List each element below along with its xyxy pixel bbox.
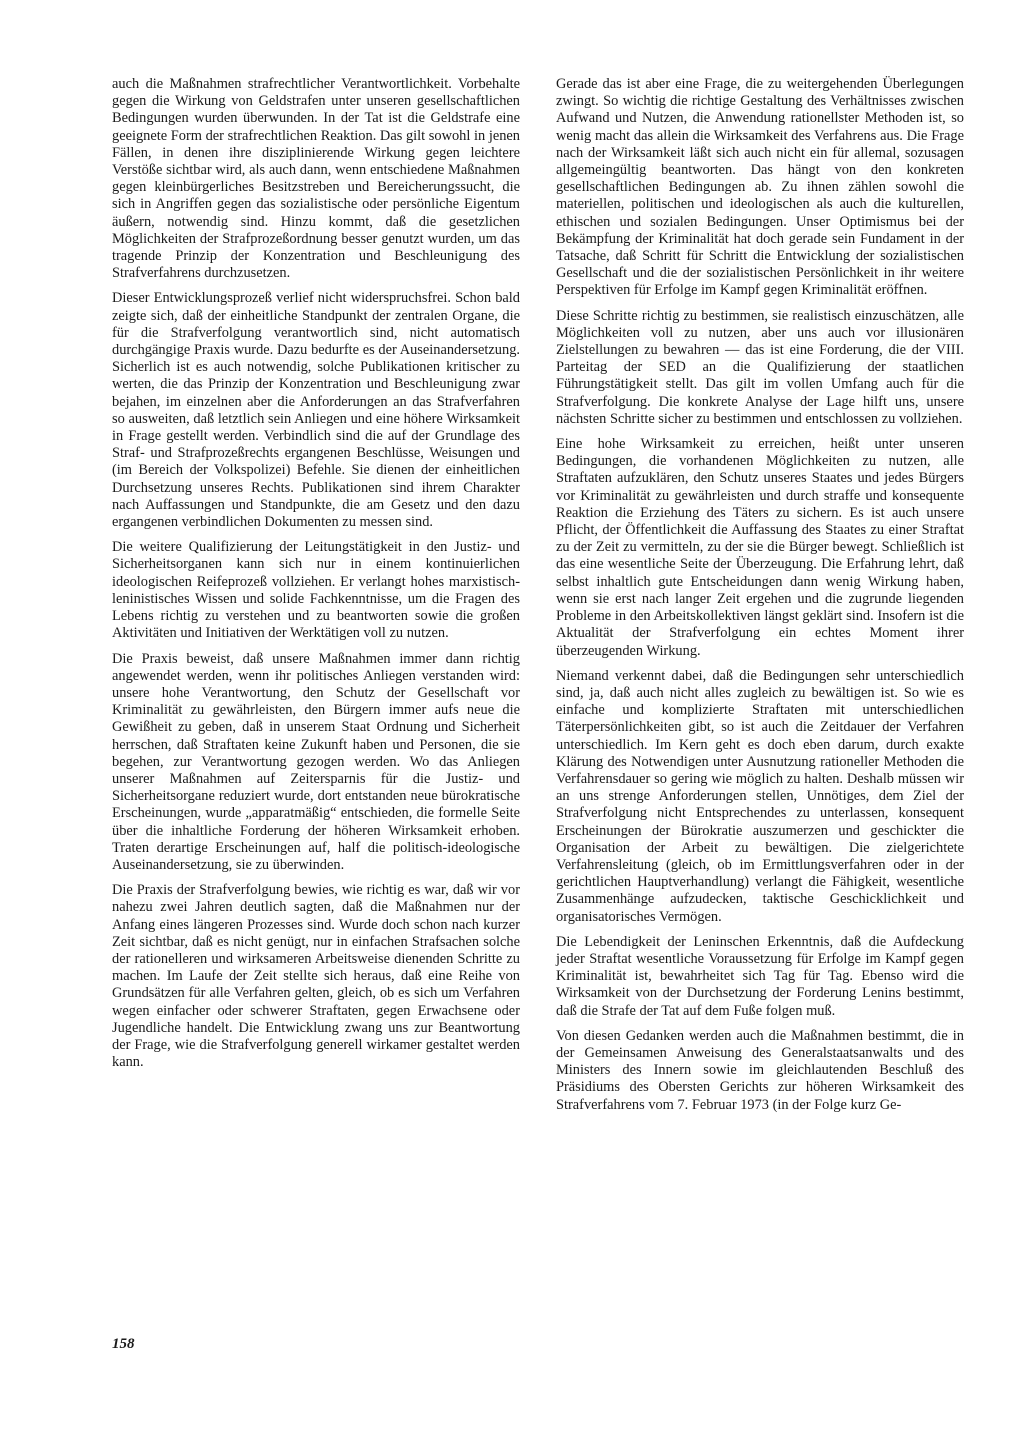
left-column <box>112 76 520 1079</box>
right-column <box>556 76 964 1122</box>
paragraph: Gerade das ist aber eine Frage, die zu weitergehenden Überlegungen zwingt. So wichtig die richtige Gestaltung des Verhältnisses zwischen Aufwand und Nutzen, die Anwendung rationellster Methoden ist, so wenig macht das allein die Wirksamkeit des Verfahrens aus. Die Frage nach der Wirksamkeit läßt sich auch nicht ein für allemal, sozusagen allgemeingültig beantworten. Das hängt von den konkreten gesellschaftlichen Bedingungen ab. Zu ihnen zählen sowohl die materiellen, politischen und ideologischen als auch die kulturellen, ethischen und sozialen Bedingungen. Unser Optimismus bei der Bekämpfung der Kriminalität hat doch gerade sein Fundament in der Tatsache, daß Schritt für Schritt die Entwicklung der sozialistischen Gesellschaft und die der sozialistischen Persönlichkeit in ihr weitere Perspektiven für Erfolge im Kampf gegen Kriminalität eröffnen. <box>556 76 964 299</box>
paragraph: Die weitere Qualifizierung der Leitungstätigkeit in den Justiz- und Sicherheitsorganen kann sich nur in einem kontinuierlichen ideologischen Reifeprozeß vollziehen. Er verlangt hohes marxistisch-leninistisches Wissen und solide Fachkenntnisse, um die Fragen des Lebens richtig zu verstehen und zu beantworten sowie die großen Aktivitäten und Initiativen der Werktätigen voll zu nutzen. <box>112 539 520 642</box>
paragraph: Niemand verkennt dabei, daß die Bedingungen sehr unterschiedlich sind, ja, daß auch nicht alles zugleich zu bewältigen ist. So wie es einfache und komplizierte Straftaten mit unterschiedlichen Täterpersönlichkeiten gibt, so ist auch die Zeitdauer der Verfahren unterschiedlich. Im Kern geht es doch eben darum, durch exakte Klärung des Notwendigen unter Ausnutzung rationeller Methoden die Verfahrensdauer so gering wie möglich zu halten. Deshalb müssen wir an uns strenge Anforderungen stellen, Unnötiges, dem Ziel der Strafverfolgung nicht Entsprechendes zu unterlassen, konsequent Erscheinungen der Bürokratie auszumerzen und geschickter die Organisation der Arbeit zu bewältigen. Die zielgerichtete Verfahrensleitung (gleich, ob im Ermittlungsverfahren oder in der gerichtlichen Hauptverhandlung) verlangt die Fähigkeit, wesentliche Zusammenhänge aufzudecken, taktische Geschicklichkeit und organisatorisches Vermögen. <box>556 667 964 925</box>
paragraph: Die Praxis beweist, daß unsere Maßnahmen immer dann richtig angewendet werden, wenn ihr politisches Anliegen verstanden wird: unsere hohe Verantwortung, den Schutz der Gesellschaft vor Kriminalität zu gewährleisten, den Bürgern immer aufs neue die Gewißheit zu geben, daß in unserem Staat Ordnung und Sicherheit herrschen, daß Straftaten keine Zukunft haben und Personen, die sie begehen, zur Verantwortung gezogen werden. Wo das Anliegen unserer Maßnahmen auf Zeitersparnis für die Justiz- und Sicherheitsorgane reduziert wurde, dort entstanden neue bürokratische Erscheinungen, wurde „apparatmäßig“ entschieden, die formelle Seite über die inhaltliche Forderung der höheren Wirksamkeit erhoben. Traten derartige Erscheinungen auf, half die politisch-ideologische Auseinandersetzung, sie zu überwinden. <box>112 650 520 873</box>
page-number: 158 <box>112 1336 135 1352</box>
paragraph: Diese Schritte richtig zu bestimmen, sie realistisch einzuschätzen, alle Möglichkeiten voll zu nutzen, aber uns auch vor illusionären Zielstellungen zu bewahren — das ist eine Forderung, die der VIII. Parteitag der SED an die Qualifizierung der staatlichen Führungstätigkeit stellt. Das gilt im vollen Umfang auch für die Strafverfolgung. Die konkrete Analyse der Lage hilft uns, unsere nächsten Schritte sicher zu bestimmen und entschlossen zu vollziehen. <box>556 307 964 427</box>
paragraph: Dieser Entwicklungsprozeß verlief nicht widerspruchsfrei. Schon bald zeigte sich, daß der einheitliche Standpunkt der zentralen Organe, die für die Strafverfolgung verantwortlich sind, nicht automatisch durchgängige Praxis wurde. Dazu bedurfte es der Auseinandersetzung. Sicherlich ist es auch notwendig, solche Publikationen kritischer zu werten, die das Prinzip der Konzentration und Beschleunigung zwar bejahen, im einzelnen aber die Anforderungen an das Strafverfahren so ausweiten, daß letztlich sein Anliegen und eine höhere Wirksamkeit in Frage gestellt werden. Verbindlich sind die auf der Grundlage des Straf- und Strafprozeßrechts ergangenen Beschlüsse, Weisungen und (im Bereich der Volkspolizei) Befehle. Sie dienen der einheitlichen Durchsetzung unseres Rechts. Publikationen sind ihrem Charakter nach Auffassungen und Standpunkte, die am Gesetz und den dazu ergangenen verbindlichen Dokumenten zu messen sind. <box>112 290 520 531</box>
paragraph: Die Praxis der Strafverfolgung bewies, wie richtig es war, daß wir vor nahezu zwei Jahren deutlich sagten, daß die Maßnahmen nur der Anfang eines längeren Prozesses sind. Wurde doch schon nach kurzer Zeit sichtbar, daß es nicht genügt, nur in einfachen Strafsachen solche der rationelleren und wirksameren Arbeitsweise dienenden Schritte zu machen. Im Laufe der Zeit stellte sich heraus, daß eine Reihe von Grundsätzen für alle Verfahren gelten, gleich, ob es sich um Verfahren wegen einfacher oder schwerer Straftaten, gegen Erwachsene oder Jugendliche handelt. Die Entwicklung zwang uns zur Beantwortung der Frage, wie die Strafverfolgung generell wirkamer gestaltet werden kann. <box>112 882 520 1071</box>
paragraph: Von diesen Gedanken werden auch die Maßnahmen bestimmt, die in der Gemeinsamen Anweisung des Generalstaatsanwalts und des Ministers des Innern sowie im gleichlautenden Beschluß des Präsidiums des Obersten Gerichts zur höheren Wirksamkeit des Strafverfahrens vom 7. Februar 1973 (in der Folge kurz Ge- <box>556 1027 964 1113</box>
paragraph: Eine hohe Wirksamkeit zu erreichen, heißt unter unseren Bedingungen, die vorhandenen Möglichkeiten zu nutzen, alle Straftaten aufzuklären, den Schutz unseres Staates und jedes Bürgers vor Kriminalität zu gewährleisten und durch straffe und konsequente Reaktion die Erziehung des Täters zu sichern. Es ist auch unsere Pflicht, der Öffentlichkeit die Auffassung des Staates zu einer Straftat zu der Zeit zu vermitteln, zu der sie die Bürger bewegt. Schließlich ist das eine wesentliche Seite der Überzeugung. Die Erfahrung lehrt, daß selbst inhaltlich gute Entscheidungen dann wenig Wirkung haben, wenn sie erst nach langer Zeit ergehen und die zugrunde liegenden Probleme in den Arbeitskollektiven längst geklärt sind. Insofern ist die Aktualität der Strafverfolgung ein echtes Moment ihrer überzeugenden Wirkung. <box>556 436 964 659</box>
paragraph: auch die Maßnahmen strafrechtlicher Verantwortlichkeit. Vorbehalte gegen die Wirkung von Geldstrafen unter unseren gesellschaftlichen Bedingungen wurden überwunden. In der Tat ist die Geldstrafe eine geeignete Form der strafrechtlichen Reaktion. Das gilt sowohl in jenen Fällen, in denen ihre disziplinierende Wirkung gegen leichtere Verstöße sichtbar wird, als auch dann, wenn entschiedene Maßnahmen gegen kleinbürgerliches Besitzstreben und Bereicherungssucht, die sich in Angriffen gegen das sozialistische oder persönliche Eigentum äußern, notwendig sind. Hinzu kommt, daß die gesetzlichen Möglichkeiten der Strafprozeßordnung besser genutzt wurden, um das tragende Prinzip der Konzentration und Beschleunigung des Strafverfahrens durchzusetzen. <box>112 76 520 282</box>
paragraph: Die Lebendigkeit der Leninschen Erkenntnis, daß die Aufdeckung jeder Straftat wesentliche Voraussetzung für Erfolge im Kampf gegen Kriminalität ist, bewahrheitet sich Tag für Tag. Ebenso wird die Wirksamkeit von der Durchsetzung der Forderung Lenins bestimmt, daß die Strafe der Tat auf dem Fuße folgen muß. <box>556 933 964 1019</box>
